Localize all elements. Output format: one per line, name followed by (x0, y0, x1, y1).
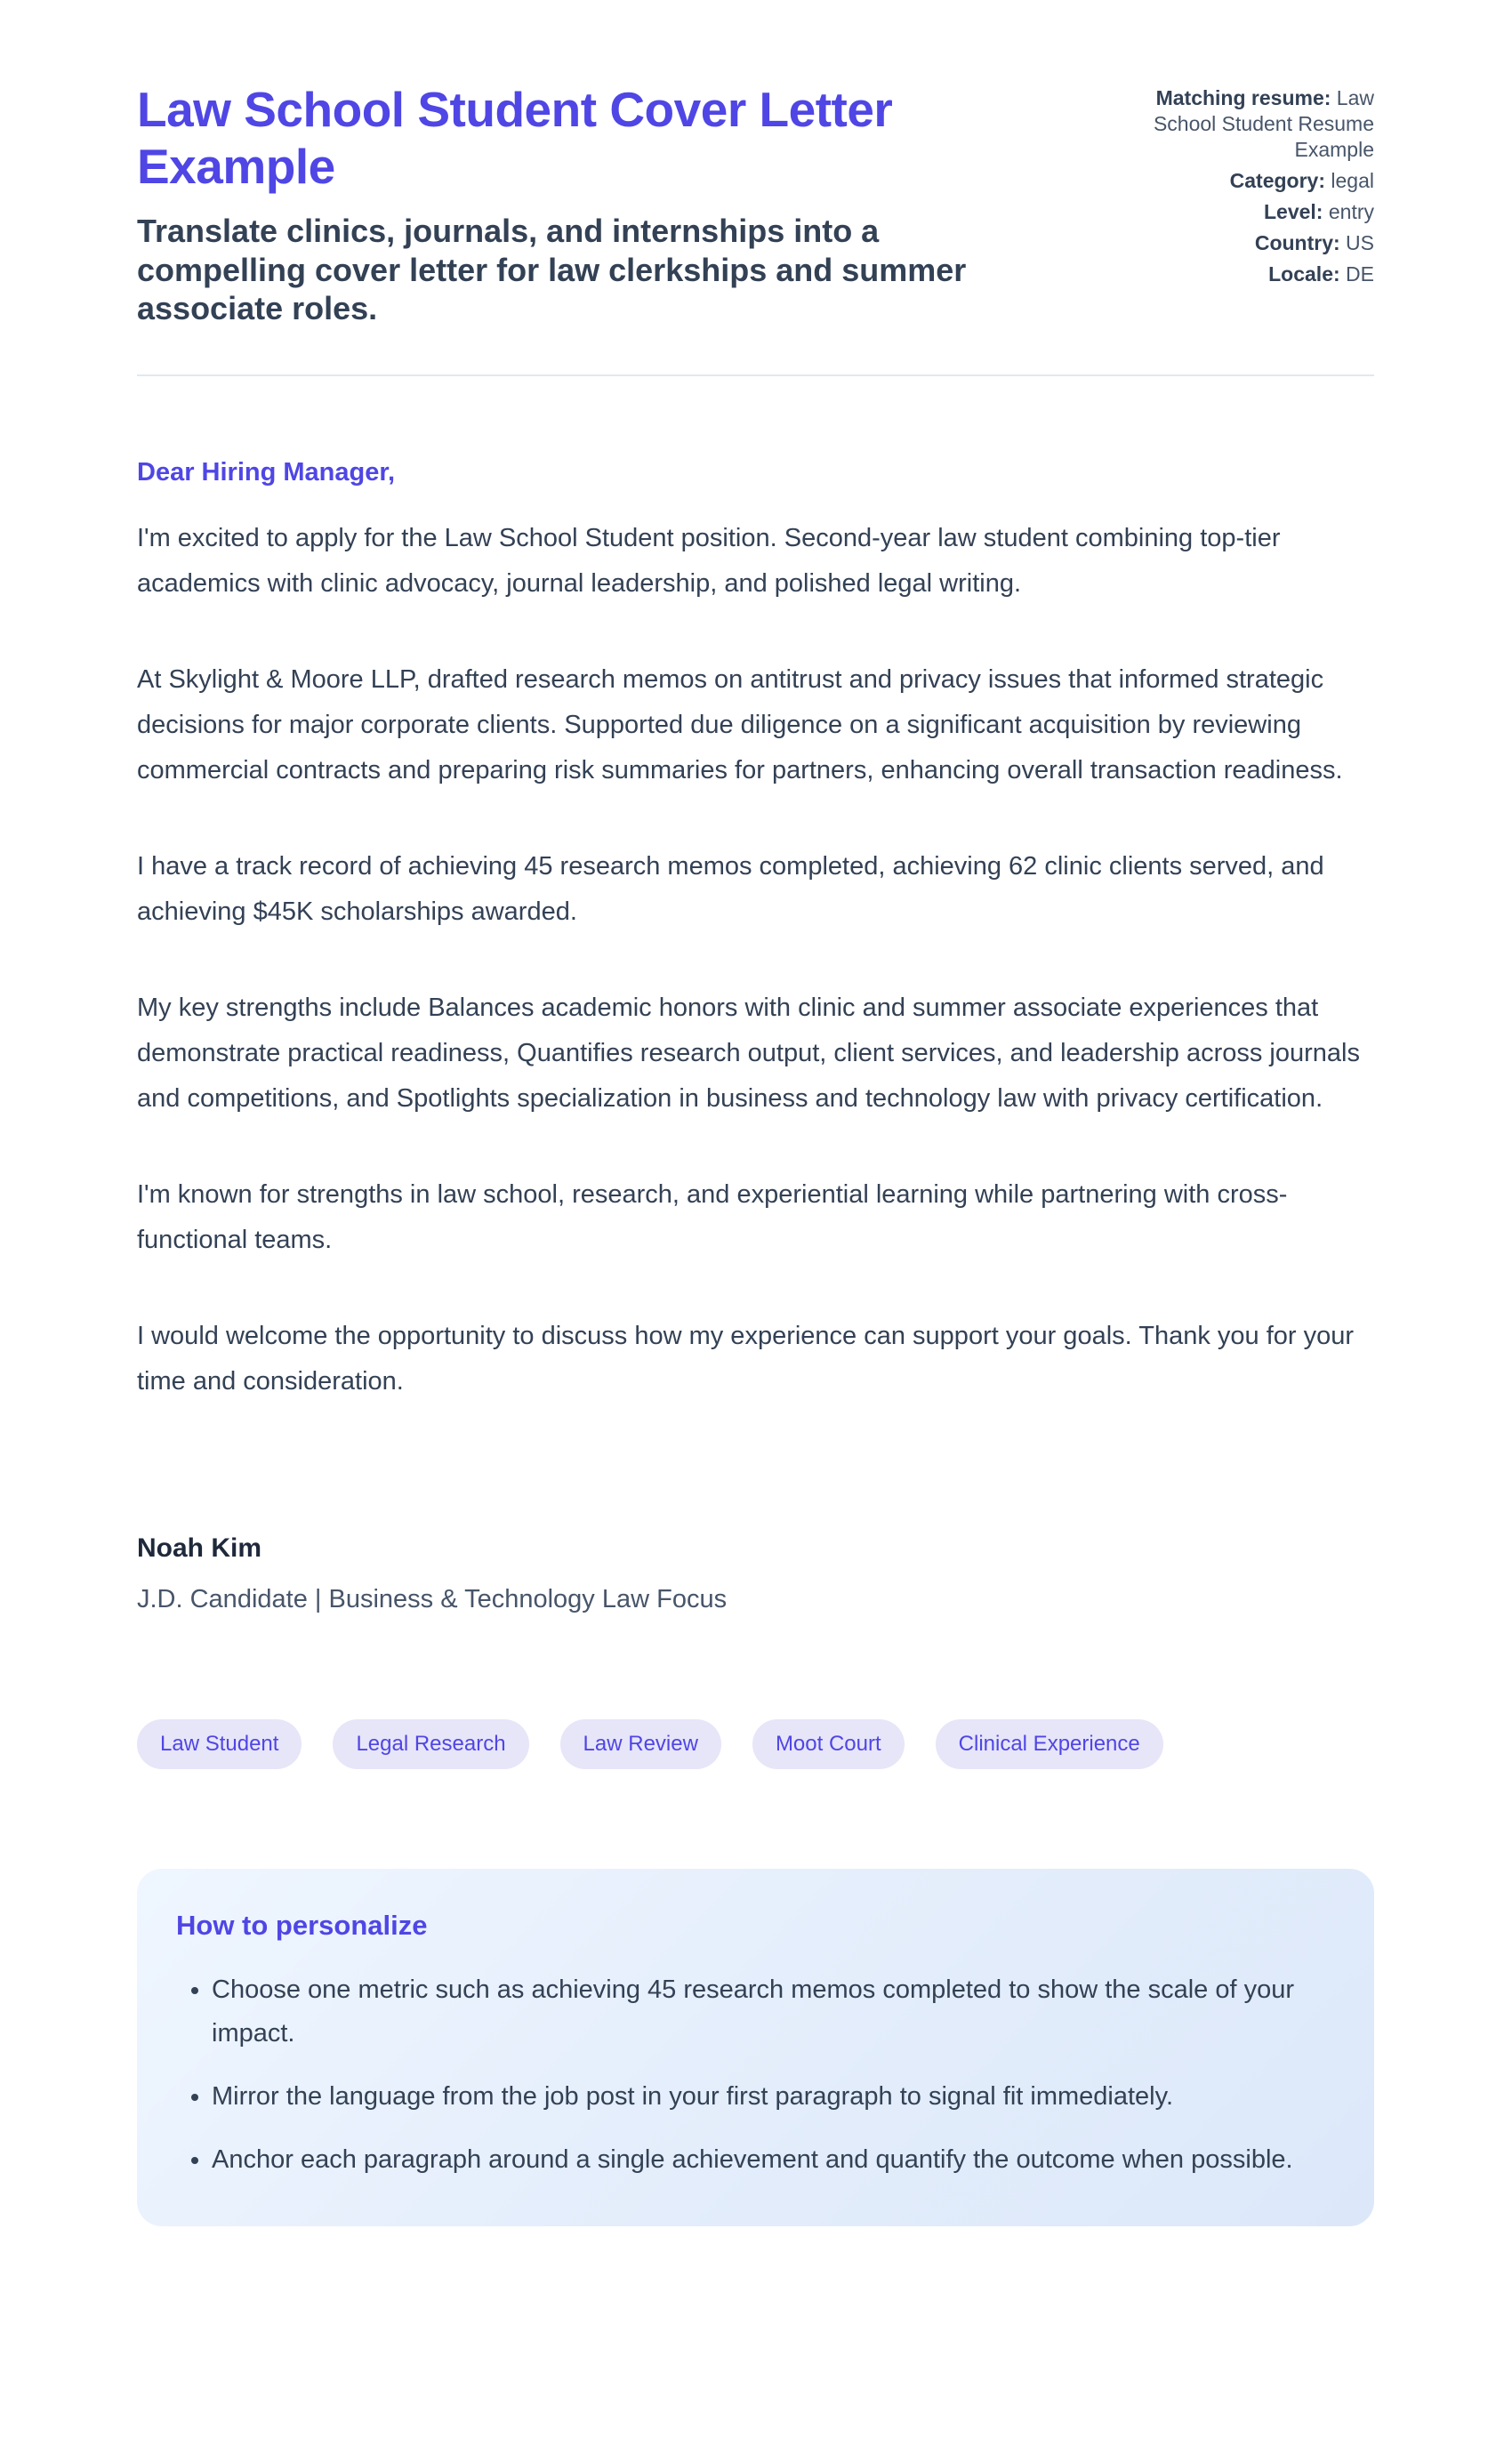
personalize-heading: How to personalize (176, 1910, 428, 1942)
header-divider (137, 374, 1374, 376)
letter-paragraph-4: My key strengths include Balances academic honors with clinic and summer associate experiences that demonstrate practical readiness, Quantifies research output, client services, and leadership across journals and competitions, and Spotlights specialization in business and technology law with privacy certification. (137, 994, 1360, 1114)
meta-row-category (1097, 168, 1374, 194)
signature-name: Noah Kim (137, 1533, 262, 1564)
page-title: Law School Student Cover Letter Example (137, 82, 893, 194)
meta-value: Law School Student Resume Example (1153, 86, 1374, 161)
personalize-tip-2: • Mirror the language from the job post in your first paragraph to signal fit immediately. (212, 2075, 1332, 2119)
meta-label: Level: (1263, 199, 1323, 223)
meta-label: Locale: (1268, 261, 1340, 286)
tag-pill-moot-court: Moot Court (752, 1719, 905, 1769)
meta-value: US (1346, 230, 1374, 254)
meta-row-country (1097, 230, 1374, 256)
personalize-list (176, 1968, 1335, 2182)
meta-value: DE (1346, 261, 1374, 286)
meta-label: Matching resume: (1155, 86, 1331, 109)
meta-row-locale (1097, 261, 1374, 287)
tag-pill-law-review: Law Review (560, 1719, 721, 1769)
header (137, 82, 1374, 328)
meta-value: entry (1328, 199, 1374, 223)
letter-paragraph-5: I'm known for strengths in law school, research, and experiential learning while partnering with cross-functional teams. (137, 1180, 1288, 1255)
meta-row-matching-resume (1097, 85, 1374, 163)
tag-list (137, 1719, 1374, 1769)
personalize-box (137, 1869, 1374, 2226)
salutation: Dear Hiring Manager, (137, 458, 396, 487)
meta-label: Category: (1229, 168, 1325, 192)
meta-label: Country: (1254, 230, 1340, 254)
header-title-block (137, 82, 1047, 328)
letter-paragraph-6: I would welcome the opportunity to discuss how my experience can support your goals. Thank you for your time and consideration. (137, 1322, 1355, 1396)
tag-pill-legal-research: Legal Research (333, 1719, 528, 1769)
letter-body (137, 458, 1374, 1614)
letter-paragraph-1: I'm excited to apply for the Law School Student position. Second-year law student combining top-tier academics with clinic advocacy, journal leadership, and polished legal writing. (137, 524, 1281, 599)
letter-paragraph-3: I have a track record of achieving 45 research memos completed, achieving 62 clinic clients served, and achieving $45K scholarships awarded. (137, 852, 1324, 927)
signature-title: J.D. Candidate | Business & Technology Law Focus (137, 1585, 728, 1614)
tag-pill-law-student: Law Student (137, 1719, 302, 1769)
meta-panel (1097, 82, 1374, 328)
personalize-tip-3: • Anchor each paragraph around a single achievement and quantify the outcome when possible. (212, 2138, 1332, 2182)
meta-value: legal (1331, 168, 1374, 192)
tag-pill-clinical-experience: Clinical Experience (936, 1719, 1163, 1769)
letter-paragraph-2: At Skylight & Moore LLP, drafted research memos on antitrust and privacy issues that informed strategic decisions for major corporate clients. Supported due diligence on a significant acquisition by reviewing commercial contracts and preparing risk summaries for partners, enhancing overall transaction readiness. (137, 665, 1343, 785)
page-subtitle: Translate clinics, journals, and internships into a compelling cover letter for law clerkships and summer associate roles. (137, 212, 967, 327)
personalize-tip-1: • Choose one metric such as achieving 45 research memos completed to show the scale of your impact. (212, 1968, 1332, 2056)
meta-row-level (1097, 199, 1374, 225)
